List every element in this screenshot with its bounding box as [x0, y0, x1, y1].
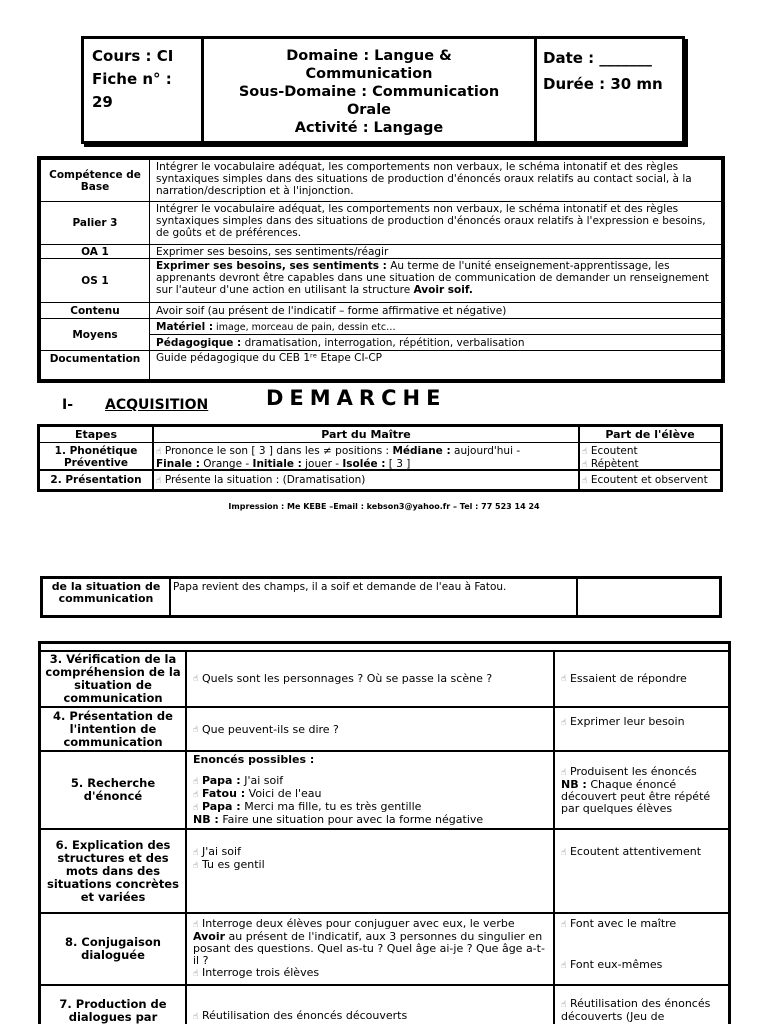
- eleve-text: Ecoutent: [590, 445, 638, 457]
- eleve-text: Ecoutent et observent: [590, 474, 708, 486]
- hand-pointer-icon: ☝: [193, 1012, 199, 1022]
- hand-pointer-icon: ☝: [193, 803, 199, 813]
- speaker: Fatou :: [201, 787, 246, 800]
- competence-table: [37, 156, 725, 383]
- etape-cell: 1. Phonétique Préventive: [54, 445, 138, 469]
- nb-label: NB :: [193, 813, 219, 826]
- maitre-text: Quels sont les personnages ? Où se passe la scène ?: [201, 672, 493, 685]
- maitre-cell: [189, 708, 555, 750]
- eleve-cell: [557, 830, 728, 912]
- section-number: I-: [62, 397, 74, 413]
- hand-pointer-icon: ☝: [193, 725, 199, 735]
- table-row: [40, 443, 720, 471]
- nb-text: Faire une situation pour avec la forme négative: [218, 813, 484, 826]
- lesson-header: [81, 36, 685, 144]
- table-row: [41, 830, 728, 914]
- eleve-text: Font eux-mêmes: [569, 958, 663, 971]
- date-info: [537, 39, 682, 141]
- maitre-text: Présente la situation : (Dramatisation): [164, 474, 366, 486]
- hand-pointer-icon: ☝: [561, 920, 567, 930]
- header-eleve: Part de l'élève: [605, 428, 695, 441]
- eleve-text: Répètent: [590, 458, 639, 470]
- maitre-text: Réutilisation des énoncés découverts: [201, 1009, 408, 1022]
- maitre-bold: Médiane :: [392, 445, 451, 457]
- maitre-bold: Initiale :: [252, 458, 302, 470]
- utterance: J'ai soif: [240, 774, 284, 787]
- nb-text: Chaque énoncé découvert peut être répété par quelques élèves: [561, 778, 711, 815]
- etape-cell: 2. Présentation: [50, 474, 142, 486]
- header-maitre: Part du Maître: [321, 428, 411, 441]
- row-text: [150, 319, 721, 350]
- maitre-cell: [156, 443, 576, 469]
- hand-pointer-icon: ☝: [193, 790, 199, 800]
- subdomain-title: Sous-Domaine : Communication Orale: [238, 84, 500, 118]
- eleve-text: Exprimer leur besoin: [569, 715, 685, 728]
- pedago-label: Pédagogique :: [156, 337, 242, 349]
- table-row: [41, 650, 728, 708]
- moyens-row: [41, 319, 721, 351]
- domain-info: [204, 39, 537, 141]
- hand-pointer-icon: ☝: [582, 460, 588, 470]
- table-row: [40, 473, 720, 489]
- documentation-row: [41, 351, 721, 379]
- eleve-text: Réutilisation des énoncés découverts (Jeu de: [561, 997, 711, 1023]
- page-footer: Impression : Me KEBE –Email : kebson3@yahoo.fr – Tel : 77 523 14 24: [228, 502, 540, 511]
- hand-pointer-icon: ☝: [156, 447, 162, 457]
- row-text: Avoir soif (au présent de l'indicatif – forme affirmative et négative): [156, 305, 507, 317]
- hand-pointer-icon: ☝: [193, 848, 199, 858]
- palier-row: [41, 202, 721, 245]
- date-field: Date : _______: [543, 49, 652, 67]
- maitre-text: Que peuvent-ils se dire ?: [201, 723, 339, 736]
- eleve-cell: [580, 579, 719, 615]
- hand-pointer-icon: ☝: [193, 674, 199, 684]
- eleve-cell: [557, 708, 728, 750]
- maitre-text: Interroge trois élèves: [201, 966, 320, 979]
- maitre-text: Orange -: [199, 458, 253, 470]
- maitre-text: J'ai soif: [201, 845, 241, 858]
- table-row: [41, 708, 728, 752]
- eleve-text: Produisent les énoncés: [569, 765, 697, 778]
- table-row: [41, 914, 728, 986]
- row-label: Moyens: [41, 319, 150, 350]
- row-label: OS 1: [41, 259, 150, 302]
- competence-row: [41, 160, 721, 202]
- etape-cell: de la situation de communication: [51, 580, 161, 605]
- table-row: [41, 752, 728, 830]
- fiche-number: 29: [92, 93, 113, 111]
- eleve-cell: [582, 443, 720, 469]
- etapes-table-continued: [40, 576, 722, 618]
- nb-label: NB :: [561, 778, 587, 791]
- hand-pointer-icon: ☝: [561, 848, 567, 858]
- maitre-cell: [189, 914, 555, 984]
- etapes-table: [37, 424, 723, 492]
- maitre-cell: [189, 752, 555, 828]
- row-text: Intégrer le vocabulaire adéquat, les comportements non verbaux, le schéma intonatif et des règles syntaxiques simples dans des situations de production d'énoncés oraux relatifs à l'expression e besoins, de goûts et de préférences.: [156, 203, 706, 239]
- domain-title: Domaine : Langue & Communication: [286, 48, 452, 82]
- os-row: [41, 259, 721, 303]
- hand-pointer-icon: ☝: [582, 447, 588, 457]
- os-structure: Avoir soif.: [413, 284, 473, 296]
- hand-pointer-icon: ☝: [561, 1000, 567, 1010]
- hand-pointer-icon: ☝: [193, 969, 199, 979]
- row-text: [150, 259, 721, 302]
- pedago-line: [150, 335, 721, 350]
- row-label: OA 1: [41, 245, 150, 258]
- maitre-text: jouer -: [301, 458, 343, 470]
- maitre-bold: Isolée :: [342, 458, 386, 470]
- row-text: Guide pédagogique du CEB 1ʳᵉ Etape CI-CP: [156, 352, 382, 364]
- os-bold: Exprimer ses besoins, ses sentiments :: [156, 260, 387, 272]
- course-info: [84, 39, 204, 141]
- fiche-label: Fiche n° :: [92, 70, 172, 88]
- row-label: Documentation: [41, 351, 150, 379]
- eleve-text: Font avec le maître: [569, 917, 677, 930]
- hand-pointer-icon: ☝: [193, 861, 199, 871]
- row-text: Exprimer ses besoins, ses sentiments/réagir: [156, 246, 389, 258]
- utterance: Voici de l'eau: [245, 787, 322, 800]
- eleve-text: Ecoutent attentivement: [569, 845, 702, 858]
- pedago-text: dramatisation, interrogation, répétition, verbalisation: [241, 337, 525, 349]
- table-row: [41, 986, 728, 1024]
- eleve-cell: [557, 986, 728, 1024]
- materiel-label: Matériel :: [156, 321, 214, 333]
- verb: Avoir: [193, 930, 226, 943]
- maitre-text: au présent de l'indicatif, aux 3 personnes du singulier en posant des questions. Quel as-tu ? Quel âge ai-je ? Que âge a-t-il ?: [193, 930, 545, 967]
- maitre-cell: [156, 473, 576, 489]
- etape-cell: 3. Vérification de la compréhension de la situation de communication: [41, 652, 187, 706]
- row-label: Contenu: [41, 303, 150, 318]
- header-etapes: Etapes: [74, 428, 118, 441]
- speaker: Papa :: [201, 800, 241, 813]
- maitre-bold: Finale :: [156, 458, 200, 470]
- hand-pointer-icon: ☝: [561, 674, 567, 684]
- utterance: Merci ma fille, tu es très gentille: [240, 800, 422, 813]
- eleve-cell: [582, 473, 720, 489]
- hand-pointer-icon: ☝: [193, 777, 199, 787]
- section-label: ACQUISITION: [105, 397, 209, 413]
- course-label: Cours : CI: [92, 47, 174, 65]
- hand-pointer-icon: ☝: [582, 476, 588, 486]
- maitre-text: aujourd'hui -: [450, 445, 521, 457]
- speaker: Papa :: [201, 774, 241, 787]
- activity-title: Activité : Langage: [294, 120, 444, 136]
- row-label: Palier 3: [41, 202, 150, 244]
- hand-pointer-icon: ☝: [561, 961, 567, 971]
- maitre-text: Interroge deux élèves pour conjuguer avec eux, le verbe: [201, 917, 515, 930]
- duration-field: Durée : 30 mn: [543, 75, 663, 93]
- oa-row: [41, 245, 721, 259]
- hand-pointer-icon: ☝: [156, 476, 162, 486]
- eleve-text: Essaient de répondre: [569, 672, 687, 685]
- enonces-title: Enoncés possibles :: [193, 753, 315, 766]
- eleve-cell: [557, 752, 728, 828]
- eleve-cell: [557, 652, 728, 706]
- hand-pointer-icon: ☝: [561, 718, 567, 728]
- table-header: [40, 427, 720, 443]
- etape-cell: 8. Conjugaison dialoguée: [41, 914, 187, 984]
- etape-cell: 4. Présentation de l'intention de communication: [41, 708, 187, 750]
- materiel-line: [150, 319, 721, 335]
- maitre-cell: [189, 652, 555, 706]
- maitre-text: Prononce le son [ 3 ] dans les ≠ positions :: [164, 445, 393, 457]
- maitre-cell: Papa revient des champs, il a soif et demande de l'eau à Fatou.: [173, 581, 507, 593]
- etape-cell: 7. Production de dialogues par: [41, 986, 187, 1024]
- maitre-cell: [189, 986, 555, 1024]
- hand-pointer-icon: ☝: [561, 768, 567, 778]
- row-text: Intégrer le vocabulaire adéquat, les comportements non verbaux, le schéma intonatif et des règles syntaxiques simples dans des situations de production d'énoncés oraux relatifs au contact social, à la narration/description et à l'injonction.: [156, 161, 692, 197]
- etape-cell: 5. Recherche d'énoncé: [41, 752, 187, 828]
- maitre-text: [ 3 ]: [385, 458, 411, 470]
- eleve-cell: [557, 914, 728, 984]
- contenu-row: [41, 303, 721, 319]
- etapes-table-main: [38, 641, 731, 1024]
- materiel-text: image, morceau de pain, dessin etc…: [213, 322, 396, 333]
- demarche-title: DEMARCHE: [266, 386, 447, 410]
- hand-pointer-icon: ☝: [193, 920, 199, 930]
- os-text: Au terme de l'unité enseignement-apprentissage, les apprenants devront être capables dans une situation de communication de demander un renseignement sur l'auteur d'une action en utilisant la structure: [156, 260, 709, 296]
- row-label: Compétence de Base: [41, 160, 150, 201]
- maitre-cell: [189, 830, 555, 912]
- maitre-text: Tu es gentil: [201, 858, 265, 871]
- etape-cell: 6. Explication des structures et des mots dans des situations concrètes et variées: [41, 830, 187, 912]
